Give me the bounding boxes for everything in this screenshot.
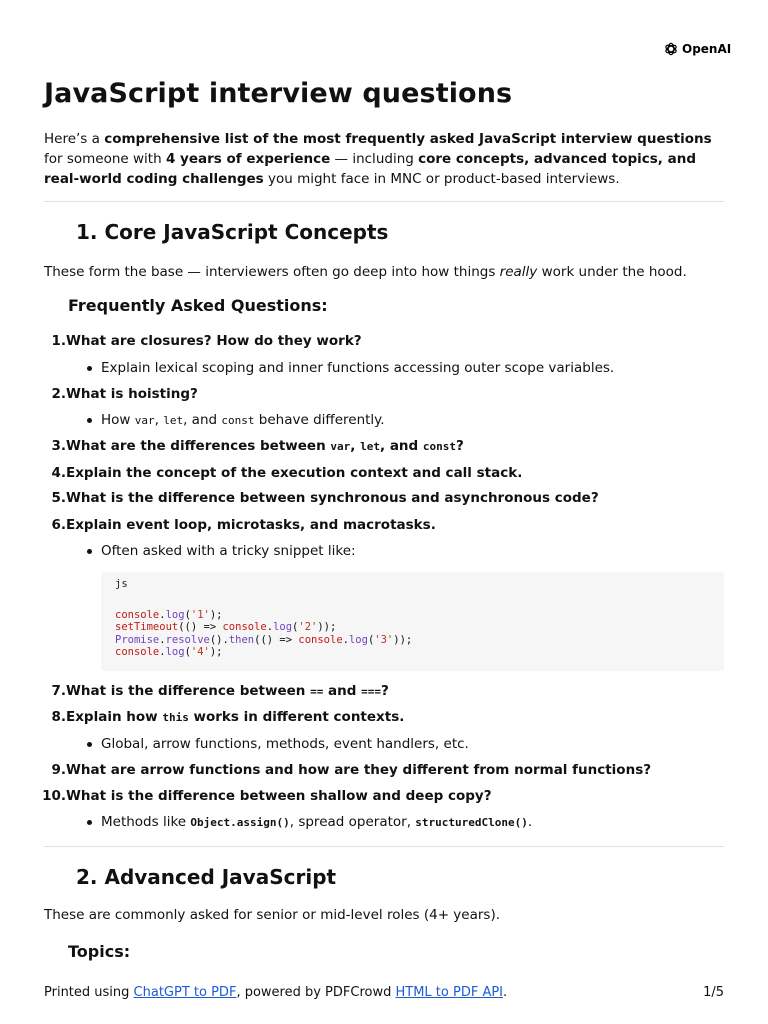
footer-text: Printed using [44, 985, 134, 1000]
question-text: What is the difference between shallow and deep copy? [66, 788, 492, 804]
question-item [44, 760, 724, 780]
question-text-part: and [323, 683, 362, 699]
bullet-item [101, 410, 385, 430]
intro-text: — including [330, 151, 419, 167]
bullet-item [101, 812, 532, 832]
bullet-text: . [527, 814, 533, 830]
intro-bold: comprehensive list of the most frequently asked JavaScript interview questions [104, 131, 712, 147]
code-lines [115, 609, 412, 659]
bullet-item: Explain lexical scoping and inner functions accessing outer scope variables. [101, 360, 615, 376]
question-number: 5. [51, 490, 66, 506]
question-text-part: works in different contexts. [188, 709, 405, 725]
intro-bold: core concepts, advanced topics, and real-world coding challenges [44, 151, 697, 187]
question-text: Explain event loop, microtasks, and macrotasks. [66, 517, 436, 533]
bullet-text: , [154, 412, 164, 428]
question-text: What is the difference between synchronous and asynchronous code? [66, 490, 599, 506]
page-number: 1/5 [703, 985, 724, 1000]
question-number: 10. [42, 788, 66, 804]
inline-code: this [162, 711, 189, 724]
bullet-text: , spread operator, [289, 814, 416, 830]
divider [44, 201, 724, 202]
bullet-text: Methods like [101, 814, 191, 830]
question-text-part: , [350, 438, 361, 454]
code-block[interactable] [101, 572, 724, 671]
question-number: 3. [51, 438, 66, 454]
question-text-part: ? [456, 438, 464, 454]
chatgpt-to-pdf-link[interactable]: ChatGPT to PDF [133, 985, 237, 1000]
code-line: Promise.resolve().then(() => console.log('3')); [115, 633, 413, 646]
inline-code: const [422, 440, 457, 453]
question-item [44, 331, 724, 351]
section-description-text: work under the hood. [537, 264, 687, 280]
intro-paragraph [44, 129, 724, 189]
question-text: What are arrow functions and how are they different from normal functions? [66, 762, 652, 778]
question-text [66, 681, 389, 702]
section-description [44, 262, 687, 282]
openai-logo-text: OpenAI [682, 42, 732, 56]
bullet-text: , and [183, 412, 222, 428]
inline-code: let [163, 414, 184, 427]
code-line: console.log('4'); [115, 646, 223, 659]
question-text: What is hoisting? [66, 386, 198, 402]
question-text-part: What are the differences between [66, 438, 331, 454]
intro-text: you might face in MNC or product-based interviews. [263, 171, 620, 187]
subheading-topics: Topics: [68, 942, 131, 961]
question-item [44, 515, 724, 535]
openai-logo [663, 41, 731, 57]
inline-code: Object.assign() [190, 816, 290, 829]
question-text-part: What is the difference between [66, 683, 311, 699]
question-text [66, 707, 404, 728]
question-item [44, 681, 724, 701]
section-heading-core-concepts: 1. Core JavaScript Concepts [76, 220, 389, 244]
question-item [44, 786, 724, 806]
bullet-text: How [101, 412, 135, 428]
intro-text: for someone with [44, 151, 166, 167]
question-number: 8. [51, 709, 66, 725]
question-number: 7. [51, 683, 66, 699]
footer-text: , powered by PDFCrowd [236, 985, 396, 1000]
bullet-item: Global, arrow functions, methods, event handlers, etc. [101, 736, 469, 752]
inline-code: let [360, 440, 380, 453]
code-line: console.log('1'); [115, 609, 223, 621]
question-number: 2. [51, 386, 66, 402]
question-text: What are closures? How do they work? [66, 333, 362, 349]
inline-code: var [330, 440, 351, 453]
code-line: setTimeout(() => console.log('2')); [115, 621, 337, 634]
section-description-text: These form the base — interviewers often go deep into how things [44, 264, 500, 280]
inline-code: structuredClone() [415, 816, 528, 829]
question-number: 1. [51, 333, 66, 349]
intro-bold: 4 years of experience [165, 151, 331, 167]
inline-code: var [134, 414, 155, 427]
bullet-text: behave differently. [254, 412, 385, 428]
question-item [44, 384, 724, 404]
bullet-item: Often asked with a tricky snippet like: [101, 543, 356, 559]
section-description: These are commonly asked for senior or mid-level roles (4+ years). [44, 907, 501, 923]
question-number: 4. [51, 465, 66, 481]
question-item [44, 707, 724, 727]
question-text-part: Explain how [66, 709, 163, 725]
html-to-pdf-api-link[interactable]: HTML to PDF API [395, 985, 504, 1000]
inline-code: == [310, 685, 324, 698]
question-item [44, 488, 724, 508]
question-text-part: , and [379, 438, 423, 454]
subheading-faq: Frequently Asked Questions: [68, 296, 328, 315]
question-text: Explain the concept of the execution context and call stack. [66, 465, 523, 481]
openai-logo-icon [663, 41, 679, 57]
page-footer [44, 985, 724, 1001]
question-item [44, 463, 724, 483]
section-description-emphasis: really [499, 264, 538, 280]
question-text [66, 436, 464, 457]
footer-text: . [503, 985, 508, 1000]
inline-code: const [221, 414, 255, 427]
section-heading-advanced: 2. Advanced JavaScript [76, 865, 337, 889]
question-number: 9. [51, 762, 66, 778]
divider [44, 846, 724, 847]
inline-code: === [361, 685, 382, 698]
question-number: 6. [51, 517, 66, 533]
question-item [44, 436, 724, 456]
question-text-part: ? [381, 683, 389, 699]
code-language-label: js [115, 578, 128, 590]
intro-text: Here’s a [44, 131, 105, 147]
page-title: JavaScript interview questions [44, 78, 513, 109]
